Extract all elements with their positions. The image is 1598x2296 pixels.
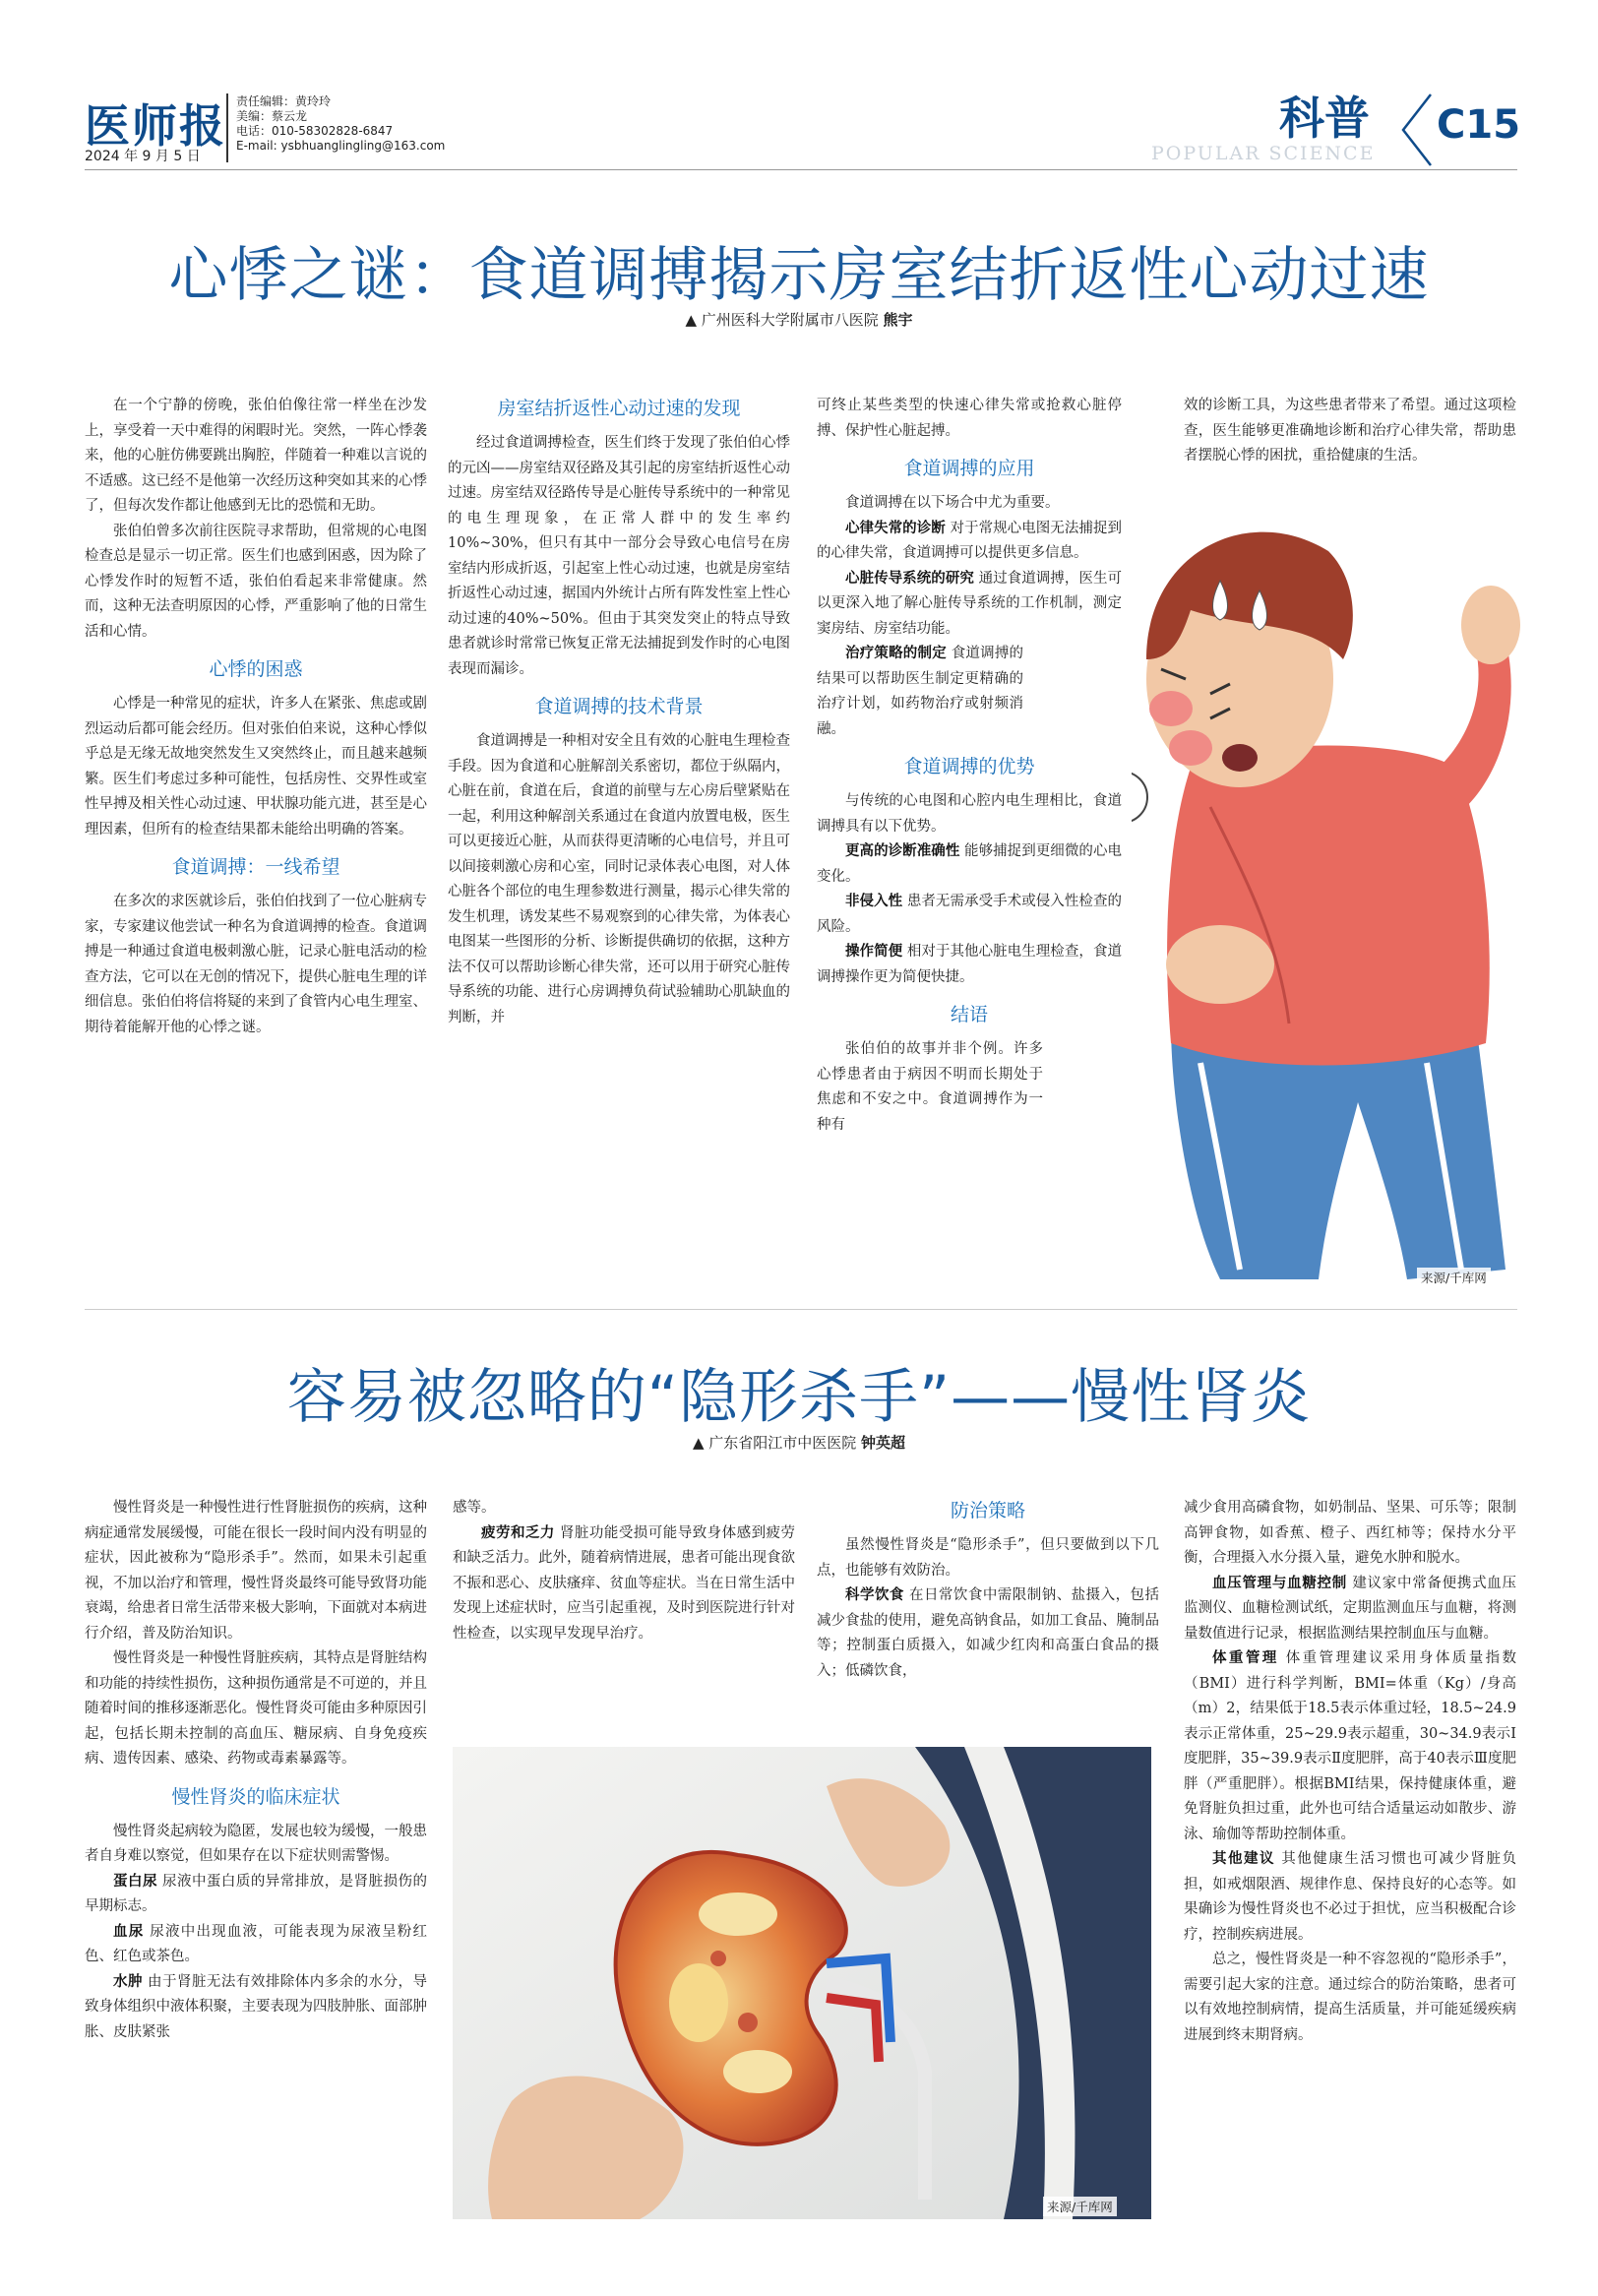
editor-info — [236, 94, 445, 154]
paragraph: 减少食用高磷食物，如奶制品、坚果、可乐等；限制高钾食物，如香蕉、橙子、西红柿等；保持水分平衡，合理摄入水分摄入量，避免水肿和脱水。 — [1184, 1500, 1516, 1566]
paragraph — [1184, 1572, 1516, 1647]
bold-term: 心脏传导系统的研究 — [845, 570, 974, 587]
term-text: 其他健康生活习惯也可减少肾脏负担，如戒烟限酒、规律作息、保持良好的心态等。如果确诊为慢性肾炎也不必过于担忧，应当积极配合诊疗，控制疾病进展。 — [1184, 1851, 1517, 1943]
term-text: 在日常饮食中需限制钠、盐摄入，包括减少食盐的使用，避免高钠食品，如加工食品、腌制品等；控制蛋白质摄入，如减少红肉和高蛋白食品的摄入；低磷饮食， — [817, 1587, 1160, 1679]
paragraph: 食道调搏在以下场合中尤为重要。 — [845, 495, 1060, 511]
article2-affiliation: ▲ 广东省阳江市中医医院 — [692, 1434, 857, 1452]
page-number: C15 — [1437, 102, 1521, 148]
term-text: 对于常规心电图无法捕捉到的心律失常，食道调搏可以提供更多信息。 — [817, 520, 1122, 561]
phone-line: 电话：010-58302828-6847 — [236, 124, 394, 138]
article1-byline — [0, 309, 1598, 330]
bold-term: 科学饮食 — [845, 1587, 904, 1603]
paragraph: 感等。 — [453, 1500, 496, 1516]
subheading: 食道调搏的应用 — [903, 458, 1035, 479]
article1-column-3 — [817, 394, 1122, 1138]
editor-line: 责任编辑：黄玲玲 — [236, 94, 332, 108]
term-text: 通过食道调搏，医生可以更深入地了解心脏传导系统的工作机制，测定窦房结、房室结功能。 — [817, 570, 1122, 637]
paragraph: 与传统的心电图和心腔内电生理相比，食道调搏具有以下优势。 — [817, 793, 1122, 835]
email-line: E-mail: ysbhuanglingling@163.com — [236, 139, 446, 153]
article2-column-1 — [85, 1496, 427, 2045]
bold-term: 水肿 — [113, 1973, 143, 1990]
paragraph — [817, 517, 1122, 567]
term-text: 尿液中出现血液，可能表现为尿液呈粉红色、红色或茶色。 — [85, 1923, 428, 1964]
article1-column-4 — [1184, 394, 1516, 469]
image-credit: 来源/千库网 — [1417, 1268, 1491, 1287]
subheading: 食道调搏的优势 — [903, 756, 1035, 777]
paragraph: 心悸是一种常见的症状，许多人在紧张、焦虑或剧烈运动后都可能会经历。但对张伯伯来说，这种心悸似乎总是无缘无故地突然发生又突然终止，而且越来越频繁。医生们考虑过多种可能性，包括房性、交界性或室性早搏及相关性心动过速、甲状腺功能亢进，甚至是心理因素，但所有的检查结果都未能给出明确的答案。 — [85, 696, 427, 838]
bold-term: 非侵入性 — [845, 894, 903, 909]
paragraph — [817, 940, 1122, 990]
paragraph: 效的诊断工具，为这些患者带来了希望。通过这项检查，医生能够更准确地诊断和治疗心律失常，帮助患者摆脱心悸的困扰，重拾健康的生活。 — [1184, 398, 1516, 464]
bold-term: 更高的诊断准确性 — [845, 843, 960, 859]
paragraph: 慢性肾炎是一种慢性进行性肾脏损伤的疾病，这种病症通常发展缓慢，可能在很长一段时间内没有明显的症状，因此被称为“隐形杀手”。然而，如果未引起重视，不加以治疗和管理，慢性肾炎最终可能导致肾功能衰竭，给患者日常生活带来极大影响，下面就对本病进行介绍，普及防治知识。 — [85, 1500, 427, 1642]
paragraph — [817, 839, 1122, 890]
paragraph: 慢性肾炎是一种慢性肾脏疾病，其特点是肾脏结构和功能的持续性损伤，这种损伤通常是不可逆的，并且随着时间的推移逐渐恶化。慢性肾炎可能由多种原因引起，包括长期未控制的高血压、糖尿病、自身免疫疾病、遗传因素、感染、药物或毒素暴露等。 — [85, 1650, 427, 1767]
subheading: 防治策略 — [950, 1500, 1025, 1521]
paragraph: 总之，慢性肾炎是一种不容忽视的“隐形杀手”，需要引起大家的注意。通过综合的防治策略，患者可以有效地控制病情，提高生活质量，并可能延缓疾病进展到终末期肾病。 — [1184, 1952, 1516, 2043]
paragraph — [85, 1920, 427, 1970]
term-text: 能够捕捉到更细微的心电变化。 — [817, 843, 1122, 885]
kidney-model-photo — [453, 1747, 1151, 2219]
term-text: 由于肾脏无法有效排除体内多余的水分，导致身体组织中液体积聚，主要表现为四肢肿胀、面部肿胀、皮肤紧张 — [85, 1973, 428, 2040]
bold-term: 其他建议 — [1212, 1851, 1276, 1867]
image-credit: 来源/千库网 — [1043, 2197, 1117, 2216]
article1-author: 熊宇 — [883, 311, 913, 329]
bold-term: 疲劳和乏力 — [481, 1524, 555, 1541]
article1-affiliation: ▲ 广州医科大学附属市八医院 — [685, 311, 879, 329]
paragraph — [85, 1870, 427, 1920]
paragraph: 在多次的求医就诊后，张伯伯找到了一位心脏病专家，专家建议他尝试一种名为食道调搏的检查。食道调搏是一种通过食道电极刺激心脏，记录心脏电活动的检查方法，它可以在无创的情况下，提供心脏电生理的详细信息。张伯伯将信将疑的来到了食管内心电生理室、期待着能解开他的心悸之谜。 — [85, 894, 427, 1035]
section-divider — [85, 1309, 1517, 1310]
article1-column-2 — [448, 394, 790, 1030]
paragraph: 经过食道调搏检查，医生们终于发现了张伯伯心悸的元凶——房室结双径路及其引起的房室结折返性心动过速。房室结双径路传导是心脏传导系统中的一种常见的电生理现象，在正常人群中的发生率约10%~30%，但只有其中一部分会导致心电信号在房室结内形成折返，引起室上性心动过速，也就是房室结折返性心动过速，据国内外统计占所有阵发性室上性心动过速的40%~50%。但由于其突发突止的特点导致患者就诊时常常已恢复正常无法捕捉到发作时的心电图表现而漏诊。 — [448, 435, 790, 677]
term-text: 相对于其他心脏电生理检查，食道调搏操作更为简便快捷。 — [817, 944, 1122, 985]
term-text: 体重管理建议采用身体质量指数（BMI）进行科学判断，BMI=体重（Kg）/身高（m）2，结果低于18.5表示体重过轻，18.5~24.9表示正常体重，25~29.9表示超重，30~34.9表示Ⅰ度肥胖，35~39.9表示Ⅱ度肥胖，高于40表示Ⅲ度肥胖（严重肥胖）。根据BMI结果，保持健康体重，避免肾脏负担过重，此外也可结合适量运动如散步、游泳、瑜伽等帮助控制体重。 — [1184, 1650, 1517, 1842]
term-text: 尿液中蛋白质的异常排放，是肾脏损伤的早期标志。 — [85, 1873, 428, 1914]
article2-author: 钟英超 — [861, 1434, 906, 1452]
term-text: 建议家中常备便携式血压监测仪、血糖检测试纸，定期监测血压与血糖，将测量数值进行记录，根据监测结果控制血压与血糖。 — [1184, 1575, 1517, 1642]
paragraph — [817, 567, 1122, 643]
subheading: 食道调搏的技术背景 — [534, 696, 704, 717]
header-divider — [226, 93, 228, 162]
bold-term: 体重管理 — [1212, 1650, 1279, 1666]
paragraph: 慢性肾炎起病较为隐匿，发展也较为缓慢，一般患者自身难以察觉，但如果存在以下症状则需警惕。 — [85, 1823, 427, 1864]
bold-term: 蛋白尿 — [113, 1873, 157, 1890]
article2-column-3 — [817, 1496, 1159, 1684]
term-text: 肾脏功能受损可能导致身体感到疲劳和缺乏活力。此外，随着病情进展，患者可能出现食欲不振和恶心、皮肤瘙痒、贫血等症状。当在日常生活中发现上述症状时，应当引起重视，及时到医院进行针对性检查，以实现早发现早治疗。 — [453, 1524, 796, 1642]
subheading: 食道调搏：一线希望 — [171, 856, 340, 878]
paragraph: 可终止某些类型的快速心律失常或抢救心脏停搏、保护性心脏起搏。 — [817, 398, 1122, 439]
bold-term: 治疗策略的制定 — [845, 646, 947, 661]
paragraph — [817, 890, 1122, 940]
bold-term: 操作简便 — [845, 944, 903, 960]
article1-title: 心悸之谜：食道调搏揭示房室结折返性心动过速 — [168, 241, 1430, 310]
article2-column-4 — [1184, 1496, 1516, 2048]
paragraph — [85, 1970, 427, 2046]
paragraph — [1184, 1847, 1516, 1948]
subheading: 房室结折返性心动过速的发现 — [497, 398, 741, 419]
bold-term: 血压管理与血糖控制 — [1212, 1575, 1347, 1591]
newspaper-logo: 医师报 — [85, 99, 226, 153]
paragraph — [817, 642, 1023, 742]
header-rule — [85, 169, 1517, 170]
cartoon-man-illustration — [1132, 512, 1525, 1299]
paragraph: 在一个宁静的傍晚，张伯伯像往常一样坐在沙发上，享受着一天中难得的闲暇时光。突然，一阵心悸袭来，他的心脏仿佛要跳出胸腔，伴随着一种难以言说的不适感。这已经不是他第一次经历这种突如其来的心悸了，但每次发作都让他感到无比的恐慌和无助。 — [85, 398, 427, 514]
issue-date: 2024 年 9 月 5 日 — [85, 149, 201, 164]
paragraph: 食道调搏是一种相对安全且有效的心脏电生理检查手段。因为食道和心脏解剖关系密切，都位于纵隔内，心脏在前，食道在后，食道的前壁与左心房后壁紧贴在一起，利用这种解剖关系通过在食道内放置电极，医生可以更接近心脏，从而获得更清晰的心电信号，并且可以间接刺激心房和心室，同时记录体表心电图，对人体心脏各个部位的电生理参数进行测量，揭示心律失常的发生机理，诱发某些不易观察到的心律失常，为体表心电图某一些图形的分析、诊断提供确切的依据，这种方法不仅可以帮助诊断心律失常，还可以用于研究心脏传导系统的功能、进行心房调搏负荷试验辅助心肌缺血的判断，并 — [448, 733, 790, 1025]
subheading: 慢性肾炎的临床症状 — [171, 1785, 340, 1808]
paragraph — [1184, 1646, 1516, 1847]
chevron-left-icon — [1397, 91, 1435, 169]
article2-title: 容易被忽略的“隐形杀手”——慢性肾炎 — [286, 1363, 1312, 1432]
bold-term: 心律失常的诊断 — [845, 520, 946, 536]
art-editor-line: 美编：蔡云龙 — [236, 109, 308, 123]
term-text: 患者无需承受手术或侵入性检查的风险。 — [817, 894, 1122, 935]
subheading: 结语 — [950, 1004, 988, 1025]
paragraph — [817, 1583, 1159, 1684]
section-name: 科普 — [1279, 92, 1370, 145]
term-text: 食道调搏的结果可以帮助医生制定更精确的治疗计划，如药物治疗或射频消融。 — [817, 646, 1024, 737]
bold-term: 血尿 — [113, 1923, 145, 1940]
paragraph: 张伯伯的故事并非个例。许多心悸患者由于病因不明而长期处于焦虑和不安之中。食道调搏作为一种有 — [817, 1041, 1043, 1133]
article1-column-1 — [85, 394, 427, 1040]
paragraph: 张伯伯曾多次前往医院寻求帮助，但常规的心电图检查总是显示一切正常。医生们也感到困惑，因为除了心悸发作时的短暂不适，张伯伯看起来非常健康。然而，这种无法查明原因的心悸，严重影响了他的日常生活和心情。 — [85, 523, 427, 640]
article2-column-2 — [453, 1496, 795, 1646]
paragraph — [453, 1521, 795, 1647]
article2-byline — [0, 1432, 1598, 1453]
subheading: 心悸的困惑 — [209, 658, 303, 680]
paragraph: 虽然慢性肾炎是“隐形杀手”，但只要做到以下几点，也能够有效防治。 — [817, 1537, 1159, 1579]
section-english: POPULAR SCIENCE — [1151, 143, 1376, 164]
